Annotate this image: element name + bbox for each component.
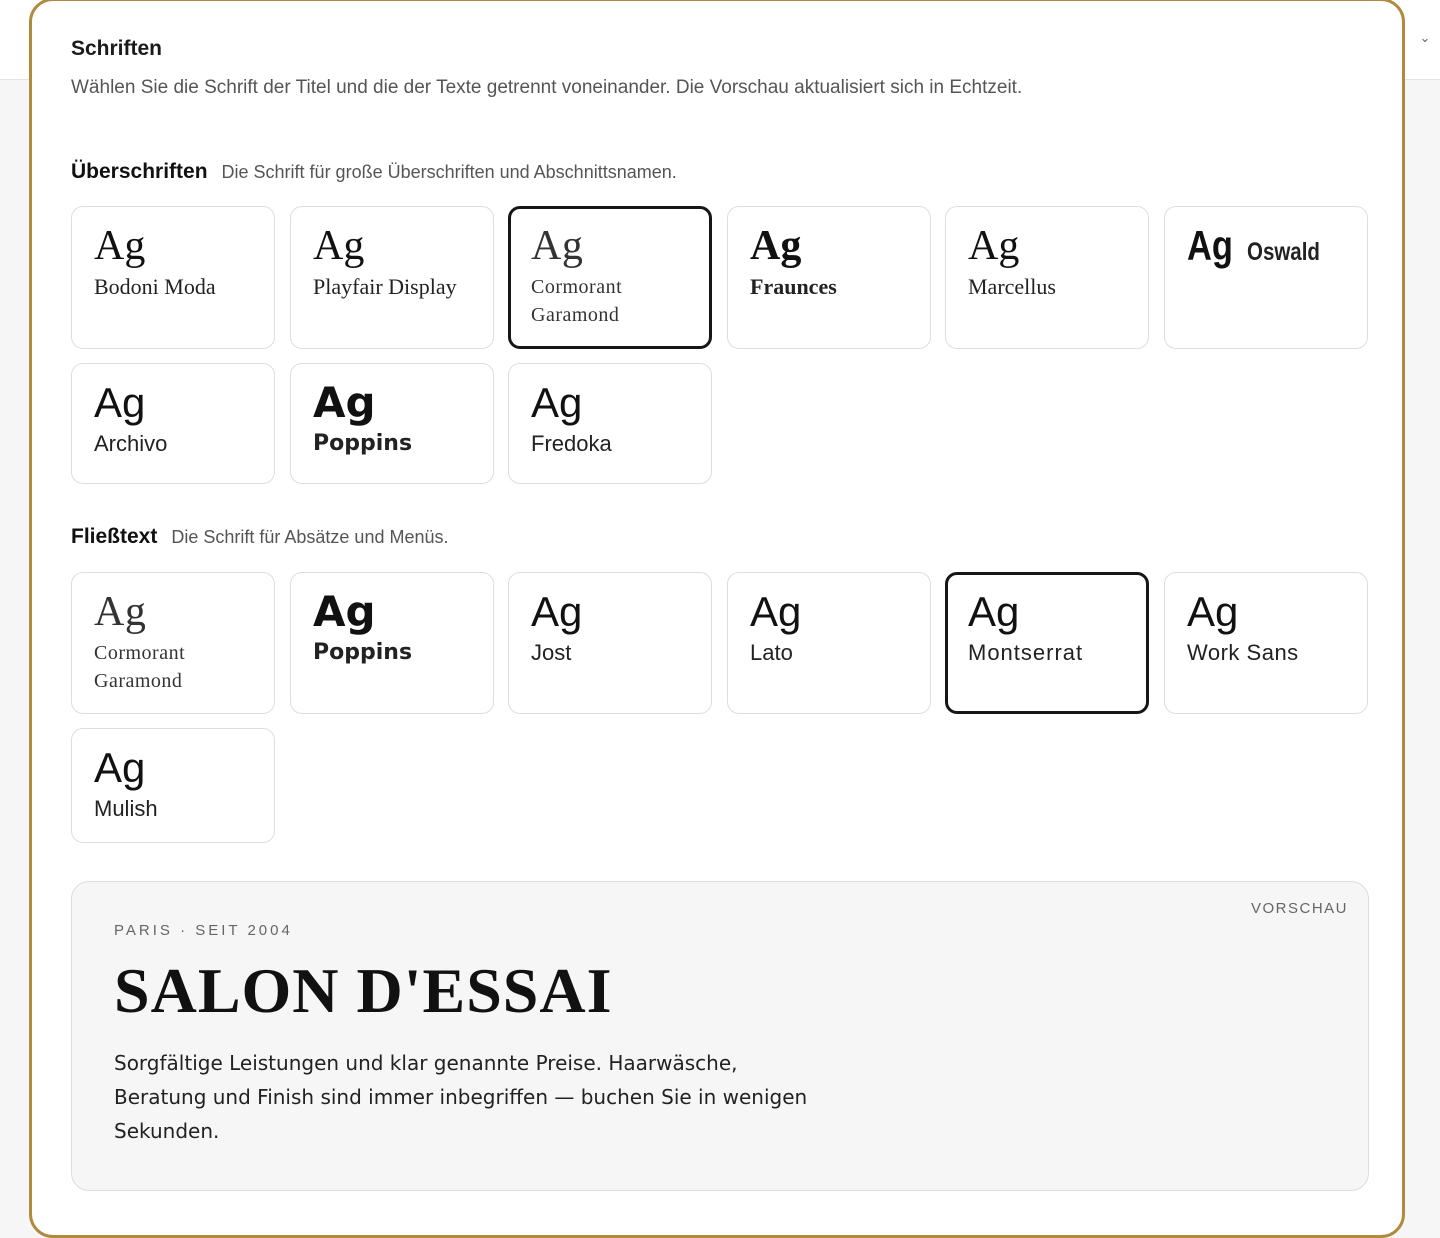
font-name: Poppins (313, 640, 413, 665)
body-font-card-mulish[interactable] (71, 728, 275, 843)
section-description: Wählen Sie die Schrift der Titel und die der Texte getrennt voneinander. Die Vorschau aktualisiert sich in Echtzeit. (71, 77, 1023, 98)
font-name: Archivo (94, 431, 168, 456)
font-name: Cormorant Garamond (531, 276, 623, 326)
body-text-section-header (71, 525, 449, 549)
font-preview-box (71, 881, 1369, 1191)
font-name: Lato (750, 640, 793, 665)
font-name: Jost (531, 640, 572, 665)
font-sample: Ag (94, 223, 146, 269)
font-sample: Ag (1187, 222, 1233, 269)
font-sample: Ag (750, 588, 802, 635)
body-font-card-work-sans[interactable] (1164, 572, 1368, 714)
heading-font-card-marcellus[interactable] (945, 206, 1149, 349)
heading-font-card-fredoka[interactable] (508, 363, 712, 484)
font-name: Work Sans (1187, 640, 1299, 665)
font-name: Poppins (313, 431, 413, 456)
body-font-card-montserrat[interactable] (945, 572, 1149, 714)
heading-font-card-playfair-display[interactable] (290, 206, 494, 349)
heading-font-card-archivo[interactable] (71, 363, 275, 484)
font-name: Montserrat (968, 640, 1084, 665)
body-font-card-cormorant-garamond[interactable] (71, 572, 275, 714)
font-name: Mulish (94, 796, 158, 821)
heading-font-card-fraunces[interactable] (727, 206, 931, 349)
font-name: Fraunces (750, 274, 837, 299)
body-font-card-poppins[interactable] (290, 572, 494, 714)
chevron-down-icon[interactable]: ⌄ (1419, 30, 1431, 45)
font-name: Cormorant Garamond (94, 642, 186, 692)
font-name: Fredoka (531, 431, 612, 456)
font-sample: Ag (1187, 588, 1239, 635)
headings-label: Überschriften (71, 160, 208, 183)
headings-section-header (71, 160, 677, 184)
preview-tag: VORSCHAU (1250, 900, 1348, 917)
heading-font-card-bodoni-moda[interactable] (71, 206, 275, 349)
font-name: Bodoni Moda (94, 274, 216, 299)
font-sample: Ag (531, 379, 583, 426)
font-name: Marcellus (968, 274, 1056, 299)
font-sample: Ag (313, 587, 376, 636)
section-title: Schriften (71, 37, 163, 60)
preview-kicker: PARIS · SEIT 2004 (114, 922, 293, 939)
font-sample: Ag (94, 744, 146, 791)
font-sample: Ag (531, 223, 584, 269)
headings-hint: Die Schrift für große Überschriften und Abschnittsnamen. (221, 162, 677, 182)
font-sample: Ag (313, 378, 376, 427)
body-text-label: Fließtext (71, 525, 158, 548)
font-sample: Ag (750, 223, 802, 269)
font-name: Playfair Display (313, 274, 457, 299)
font-name: Oswald (1247, 238, 1321, 266)
font-sample: Ag (531, 588, 583, 635)
font-sample: Ag (313, 223, 365, 269)
preview-title: SALON D'ESSAI (114, 955, 613, 1026)
font-sample: Ag (94, 379, 146, 426)
heading-font-card-cormorant-garamond[interactable] (508, 206, 712, 349)
heading-font-card-poppins[interactable] (290, 363, 494, 484)
preview-body: Sorgfältige Leistungen und klar genannte Preise. Haarwäsche, Beratung und Finish sind immer inbegriffen — buchen Sie in wenigen Sekunden. (114, 1051, 808, 1143)
font-sample: Ag (968, 588, 1020, 635)
body-font-card-jost[interactable] (508, 572, 712, 714)
body-text-hint: Die Schrift für Absätze und Menüs. (171, 527, 449, 547)
font-sample: Ag (968, 223, 1020, 269)
body-font-card-lato[interactable] (727, 572, 931, 714)
heading-font-card-oswald[interactable] (1164, 206, 1368, 349)
font-sample: Ag (94, 589, 147, 635)
